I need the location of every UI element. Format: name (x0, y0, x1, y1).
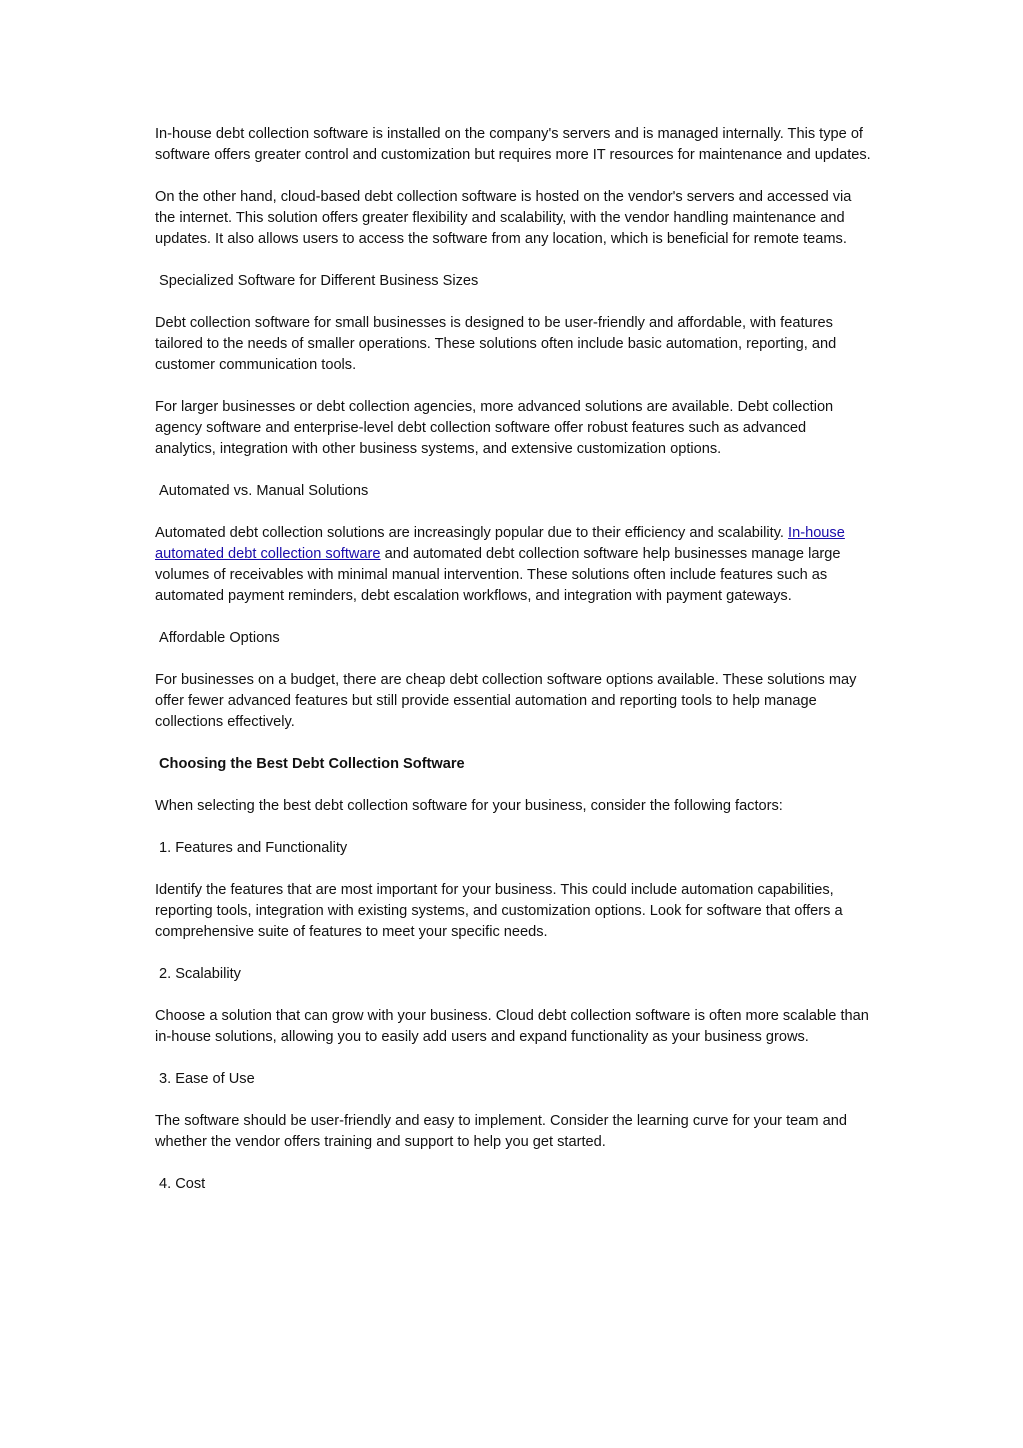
paragraph-small-businesses: Debt collection software for small businesses is designed to be user-friendly and affordable, with features tailored to the needs of smaller operations. These solutions often include basic automation, reporting, and customer communication tools. (155, 315, 837, 373)
in-house-automated-software-link[interactable]: In-house automated debt collection software (155, 525, 845, 562)
heading-automated-vs-manual: Automated vs. Manual Solutions (159, 483, 369, 499)
paragraph-cloud-based: On the other hand, cloud-based debt collection software is hosted on the vendor's servers and accessed via the internet. This solution offers greater flexibility and scalability, with the vendor handling maintenance and updates. It also allows users to access the software from any location, which is beneficial for remote teams. (155, 189, 852, 247)
heading-scalability: 2. Scalability (159, 966, 241, 982)
heading-specialized-software: Specialized Software for Different Business Sizes (159, 273, 479, 289)
heading-features-functionality: 1. Features and Functionality (159, 840, 348, 856)
heading-choosing-best-software: Choosing the Best Debt Collection Software (159, 756, 465, 772)
paragraph-scalability: Choose a solution that can grow with your business. Cloud debt collection software is often more scalable than in-house solutions, allowing you to easily add users and expand functionality as your business grows. (155, 1008, 869, 1045)
paragraph-automated-text-end: and automated debt collection software help businesses manage large volumes of receivables with minimal manual intervention. These solutions often include features such as automated payment reminders, debt escalation workflows, and integration with payment gateways. (155, 546, 841, 604)
paragraph-features: Identify the features that are most important for your business. This could include automation capabilities, reporting tools, integration with existing systems, and customization options. Look for software that offers a comprehensive suite of features to meet your specific needs. (155, 882, 843, 940)
paragraph-automated-text-start: Automated debt collection solutions are increasingly popular due to their efficiency and scalability. (155, 525, 789, 541)
paragraph-selection-intro: When selecting the best debt collection software for your business, consider the following factors: (155, 798, 783, 814)
paragraph-budget-options: For businesses on a budget, there are cheap debt collection software options available. These solutions may offer fewer advanced features but still provide essential automation and reporting tools to help manage collections effectively. (155, 672, 857, 730)
paragraph-in-house: In-house debt collection software is installed on the company's servers and is managed internally. This type of software offers greater control and customization but requires more IT resources for maintenance and updates. (155, 126, 871, 163)
paragraph-larger-businesses: For larger businesses or debt collection agencies, more advanced solutions are available. Debt collection agency software and enterprise-level debt collection software offer robust features such as advanced analytics, integration with other business systems, and extensive customization options. (155, 399, 834, 457)
heading-cost: 4. Cost (159, 1176, 206, 1192)
paragraph-ease-of-use: The software should be user-friendly and easy to implement. Consider the learning curve for your team and whether the vendor offers training and support to help you get started. (155, 1113, 847, 1150)
heading-ease-of-use: 3. Ease of Use (159, 1071, 255, 1087)
heading-affordable-options: Affordable Options (159, 630, 280, 646)
document-body (155, 124, 871, 1195)
paragraph-automated-solutions (155, 523, 871, 607)
